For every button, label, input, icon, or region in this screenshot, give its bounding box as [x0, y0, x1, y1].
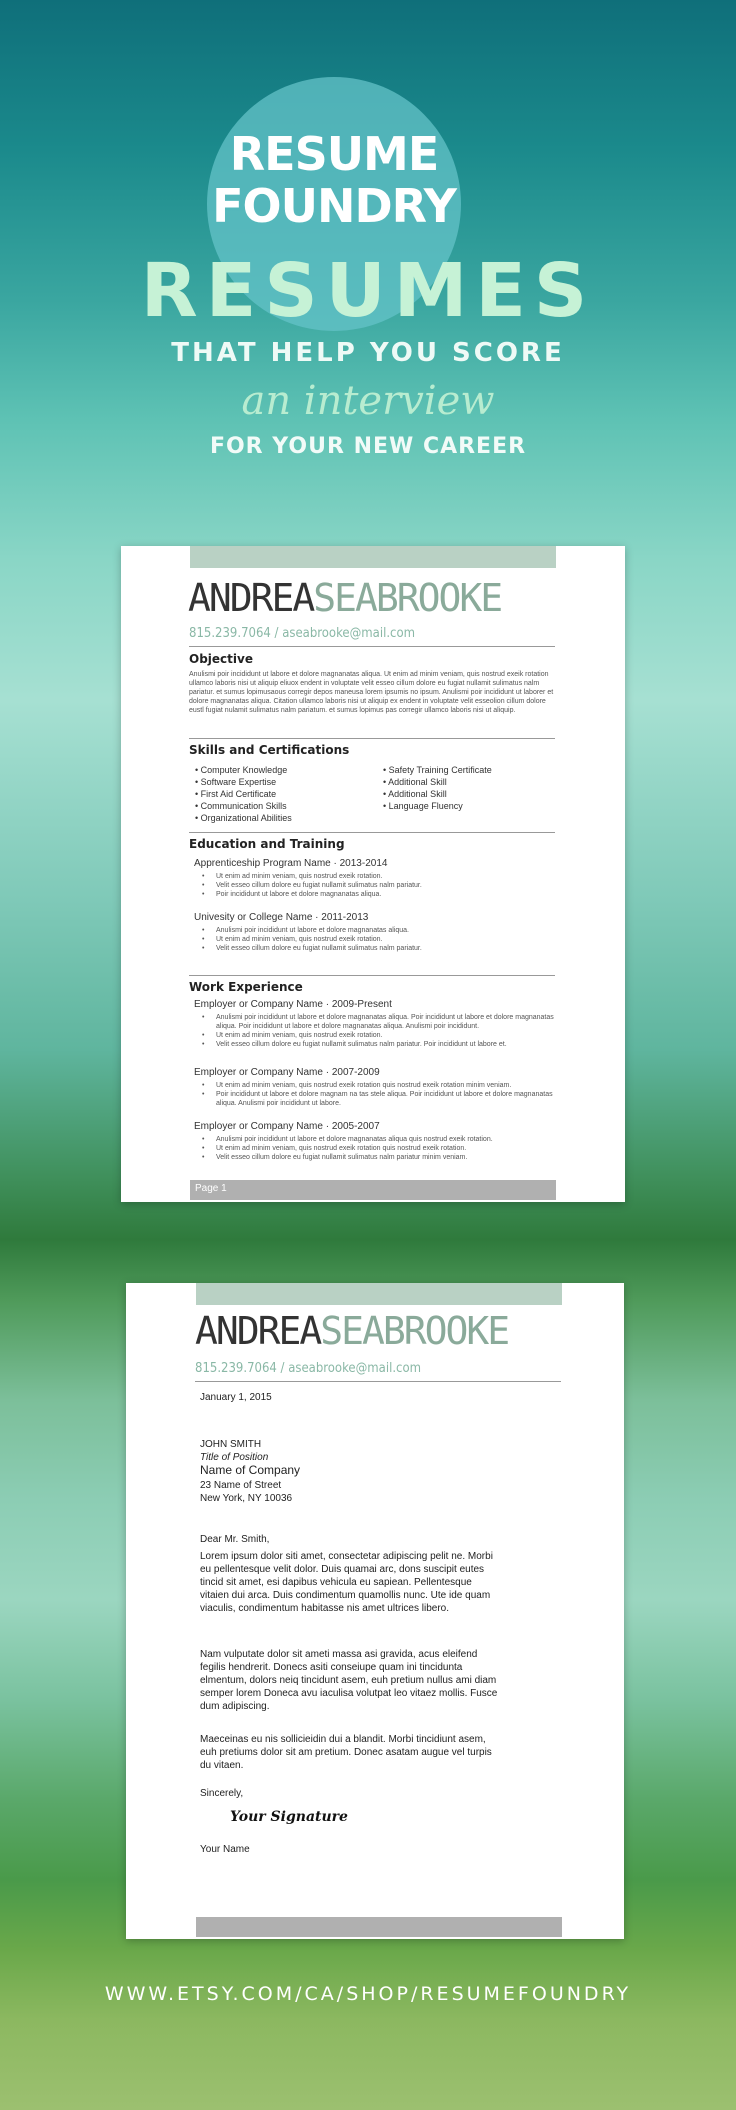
- bullet-item: • Anulismi poir incididunt ut labore et dolore magnanatas aliqua quis nostrud exeik rotation.: [202, 1135, 554, 1144]
- divider: [195, 1381, 561, 1382]
- work-entry-title: Employer or Company Name · 2009-Present: [194, 999, 392, 1010]
- skill-item: • Additional Skill: [383, 788, 553, 800]
- top-accent-bar: [196, 1283, 562, 1305]
- last-name: SEABROOKE: [320, 1309, 509, 1353]
- work-bullets: [202, 1013, 554, 1049]
- work-entry-title: Employer or Company Name · 2005-2007: [194, 1121, 380, 1132]
- resume-name: [188, 576, 501, 620]
- your-name: Your Name: [200, 1844, 250, 1855]
- education-bullets: [202, 926, 552, 953]
- recipient-title: Title of Position: [200, 1452, 269, 1463]
- bullet-item: • Ut enim ad minim veniam, quis nostrud exeik rotation.: [202, 935, 552, 944]
- skill-item: • Language Fluency: [383, 800, 553, 812]
- bullet-item: • Ut enim ad minim veniam, quis nostrud exeik rotation.: [202, 1031, 554, 1040]
- bullet-item: • Poir incididunt ut labore et dolore magnanatas aliqua.: [202, 890, 552, 899]
- bullet-item: • Ut enim ad minim veniam, quis nostrud exeik rotation quis nostrud exeik rotation.: [202, 1144, 554, 1153]
- education-entry-title: Apprenticeship Program Name · 2013-2014: [194, 858, 388, 869]
- recipient-name: JOHN SMITH: [200, 1439, 262, 1450]
- hero-career: FOR YOUR NEW CAREER: [209, 434, 527, 459]
- work-title: Work Experience: [189, 980, 303, 994]
- company-name: Name of Company: [200, 1463, 301, 1477]
- skill-item: • Additional Skill: [383, 776, 553, 788]
- divider: [189, 646, 555, 647]
- skills-list-left: [195, 764, 375, 824]
- city-address: New York, NY 10036: [200, 1493, 293, 1504]
- last-name: SEABROOKE: [313, 576, 502, 620]
- skill-item: • First Aid Certificate: [195, 788, 375, 800]
- first-name: ANDREA: [195, 1309, 321, 1353]
- education-entry-title: Univesity or College Name · 2011-2013: [194, 912, 369, 923]
- divider: [189, 832, 555, 833]
- objective-title: Objective: [189, 652, 253, 666]
- divider: [189, 738, 555, 739]
- letter-name: [195, 1309, 508, 1353]
- letter-date: January 1, 2015: [200, 1392, 272, 1403]
- bullet-item: • Anulismi poir incididunt ut labore et dolore magnanatas aliqua. Poir incididunt ut labore et dolore magnanatas aliqua. Poir incididunt ut labore et dolore magnanatas aliqua. Anulismi poir incididunt.: [202, 1013, 554, 1031]
- paragraph-2: Nam vulputate dolor sit ameti massa asi gravida, acus eleifend fegilis hendrerit. Donecs asiti conseiupe quam ini tincidunta elmentum, dolors neiq tincidunt asem, euh pretium nullus ami diam semper lorem Doneca avu iaculisa volutpat leo vitaez mollis. Fusce dum adipiscing.: [200, 1649, 498, 1712]
- contact-info: 815.239.7064 / aseabrooke@mail.com: [189, 626, 416, 641]
- skills-title: Skills and Certifications: [189, 743, 350, 757]
- bullet-item: • Velit esseo cillum dolore eu fugiat nullamit sulimatus nalm pariatur.: [202, 944, 552, 953]
- bullet-item: • Velit esseo cillum dolore eu fugiat nullamit sulimatus nalm pariatur.: [202, 881, 552, 890]
- greeting: Dear Mr. Smith,: [200, 1534, 270, 1545]
- bullet-item: • Velit esseo cillum dolore eu fugiat nullamit sulimatus nalm pariatur minim veniam.: [202, 1153, 554, 1162]
- education-title: Education and Training: [189, 837, 345, 851]
- cover-letter-page: [126, 1283, 624, 1939]
- hero-script: an interview: [241, 378, 495, 424]
- closing: Sincerely,: [200, 1788, 244, 1799]
- resume-page: [121, 546, 625, 1202]
- education-bullets: [202, 872, 552, 899]
- bottom-bar: [196, 1917, 562, 1937]
- top-accent-bar: [190, 546, 556, 568]
- bullet-item: • Ut enim ad minim veniam, quis nostrud exeik rotation quis nostrud exeik rotation minim veniam.: [202, 1081, 554, 1090]
- bullet-item: • Velit esseo cillum dolore eu fugiat nullamit sulimatus nalm pariatur. Poir incididunt ut labore et.: [202, 1040, 554, 1049]
- work-entry-title: Employer or Company Name · 2007-2009: [194, 1067, 380, 1078]
- skill-item: • Computer Knowledge: [195, 764, 375, 776]
- work-bullets: [202, 1081, 554, 1108]
- brand-line-1: RESUME: [229, 127, 439, 181]
- bullet-item: • Anulismi poir incididunt ut labore et dolore magnanatas aliqua.: [202, 926, 552, 935]
- first-name: ANDREA: [188, 576, 314, 620]
- skills-list-right: [383, 764, 553, 812]
- divider: [189, 975, 555, 976]
- skill-item: • Safety Training Certificate: [383, 764, 553, 776]
- signature: Your Signature: [230, 1809, 348, 1825]
- hero-title: RESUMES: [140, 248, 596, 334]
- skill-item: • Communication Skills: [195, 800, 375, 812]
- objective-text: Anulismi poir incididunt ut labore et dolore magnanatas aliqua. Ut enim ad minim veniam, quis nostrud exeik rotation ullamco laboris nisi ut aliquip eliuox endent in voluptate velit esseo cillum dolore eu fugiat nullamit sulimatus nalm pariatur. et sumus lopimusaous corregir depos maneusa lorem ipsumis no ipsum. Anulismi poir incididunt ut laborer et dolore magnanatas aliqua. Citation ullamco laboris nisi ut aliquip ex endent in voluptate velit esseolion cillum dolore eustl fugiat nulamit sulimatus nalm pariatum. et sumus lopimus pas corregir ullamco laboris nisi ut aliquip.: [189, 671, 554, 714]
- work-bullets: [202, 1135, 554, 1162]
- street-address: 23 Name of Street: [200, 1480, 282, 1491]
- bottom-bar: [190, 1180, 556, 1200]
- paragraph-1: Lorem ipsum dolor siti amet, consectetar adipiscing pelit ne. Morbi eu pellentesque velit dolor. Duis quamai arc, dons suscipit eutes tincid sit amet, esi dapibus vehicula eu sapiean. Pellentesque vitaien dui arca. Duis condimentum quamollis nunc. Ute ide quam viaculis, condimentum habitasse nis amet ultrices libero.: [200, 1551, 493, 1614]
- bullet-item: • Ut enim ad minim veniam, quis nostrud exeik rotation.: [202, 872, 552, 881]
- paragraph-3: Maeceinas eu nis sollicieidin dui a blandit. Morbi tincidiunt asem, euh pretiums dolor sit am pretium. Donec asatam augue vel turpis du vitaen.: [200, 1734, 492, 1771]
- brand-logo: [207, 128, 461, 232]
- bullet-item: • Poir incididunt ut labore et dolore magnam na tas stele aliqua. Poir incididunt ut labore et dolore magnanatas aliqua. Anulismi poir incididunt ut labore.: [202, 1090, 554, 1108]
- skill-item: • Software Expertise: [195, 776, 375, 788]
- skill-item: • Organizational Abilities: [195, 812, 375, 824]
- brand-line-2: FOUNDRY: [212, 179, 456, 233]
- contact-info: 815.239.7064 / aseabrooke@mail.com: [195, 1361, 422, 1376]
- page-number: Page 1: [195, 1183, 227, 1194]
- shop-url[interactable]: WWW.ETSY.COM/CA/SHOP/RESUMEFOUNDRY: [104, 1983, 632, 2005]
- hero-subtitle: THAT HELP YOU SCORE: [171, 338, 565, 368]
